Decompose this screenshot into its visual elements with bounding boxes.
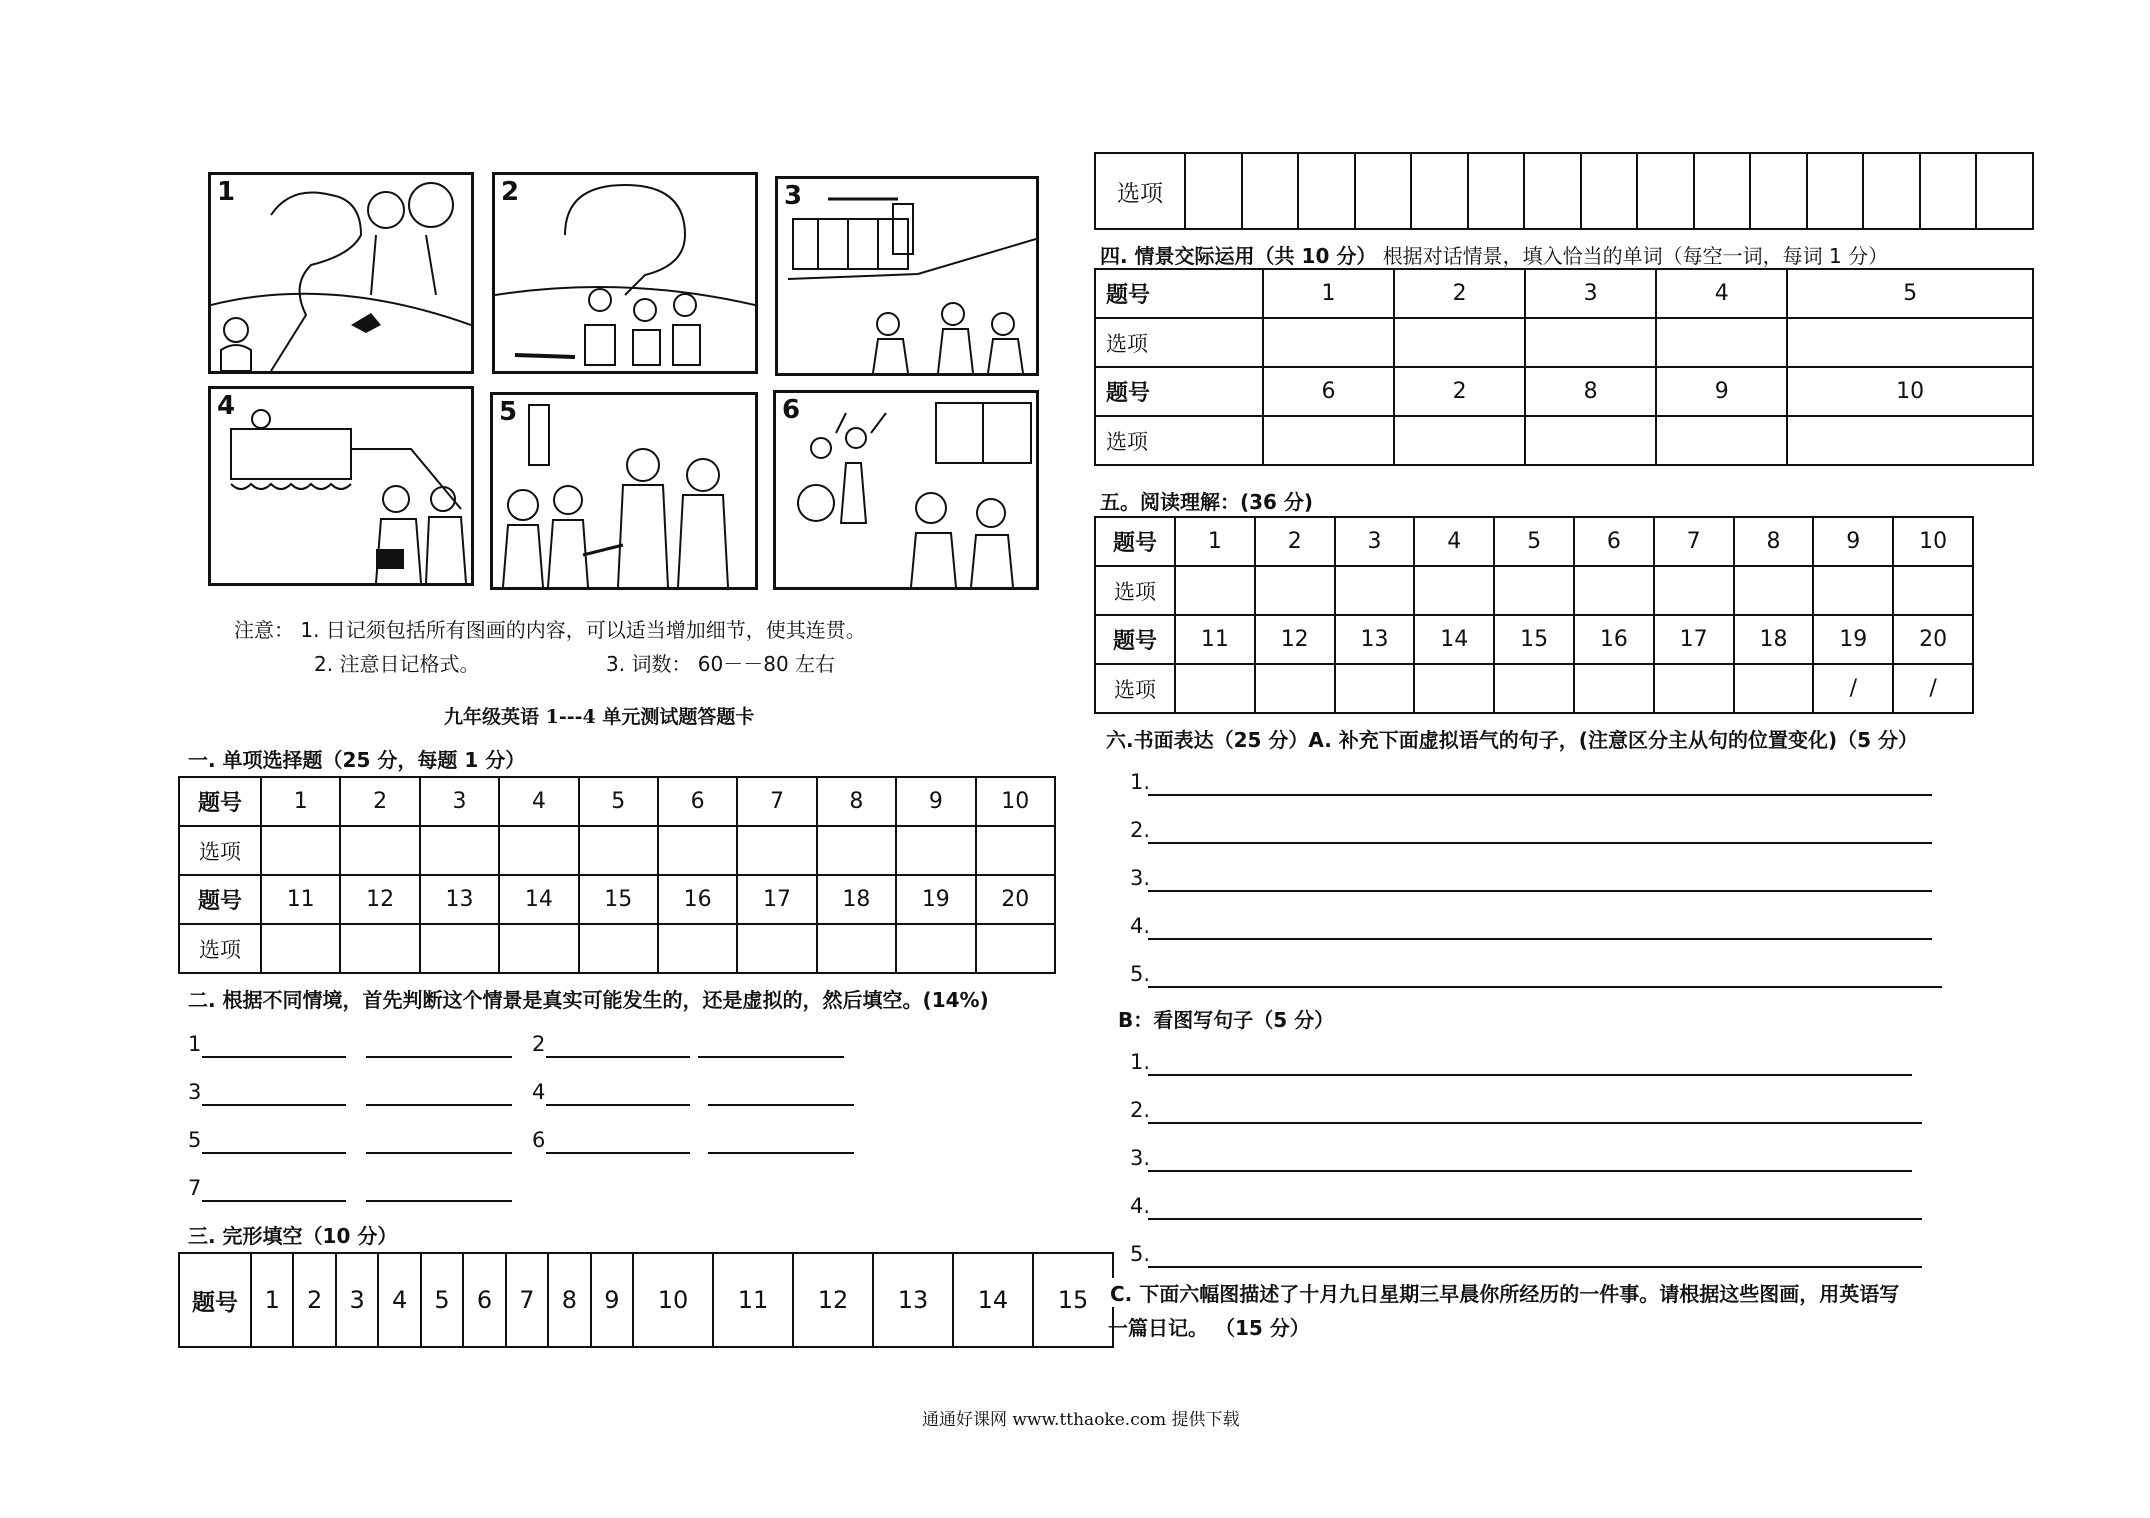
picture-panel-1: [208, 172, 474, 374]
section5-answer-table: [1094, 516, 1974, 714]
question-number: 6: [1574, 517, 1654, 566]
picture-panel-5: [490, 392, 758, 590]
question-number: 16: [658, 875, 737, 924]
answer-cell[interactable]: [261, 826, 340, 875]
question-number: 9: [896, 777, 975, 826]
question-number: 9: [591, 1253, 633, 1347]
row-label-number: 题号: [1095, 367, 1263, 416]
writing-line[interactable]: [1148, 842, 1932, 844]
answer-cell[interactable]: [1175, 664, 1255, 713]
panel-4-illustration: [211, 389, 471, 583]
question-number: 5: [1787, 269, 2033, 318]
question-number: 9: [1813, 517, 1893, 566]
blank-line[interactable]: [202, 1056, 346, 1058]
answer-cell[interactable]: [1787, 416, 2033, 465]
question-number: 12: [340, 875, 419, 924]
line-number: 3.: [1130, 866, 1151, 890]
row-label-option: 选项: [1095, 153, 1185, 229]
blank-line[interactable]: [366, 1152, 512, 1154]
question-number: 1: [261, 777, 340, 826]
row-label-number: 题号: [1095, 269, 1263, 318]
question-number: 13: [873, 1253, 953, 1347]
blank-number: 1: [188, 1032, 202, 1056]
answer-cell[interactable]: [1637, 153, 1694, 229]
table-row: [179, 875, 1055, 924]
blank-line[interactable]: [366, 1200, 512, 1202]
question-number: 6: [658, 777, 737, 826]
answer-cell[interactable]: [420, 826, 499, 875]
answer-cell[interactable]: [896, 924, 975, 973]
question-number: 13: [1335, 615, 1415, 664]
line-number: 5.: [1130, 1242, 1151, 1266]
question-number: 20: [976, 875, 1055, 924]
row-label-option: 选项: [1095, 566, 1175, 615]
note-line-1: 注意： 1. 日记须包括所有图画的内容，可以适当增加细节，使其连贯。: [234, 618, 866, 642]
answer-cell[interactable]: [1654, 566, 1734, 615]
question-number: 6: [463, 1253, 505, 1347]
question-number: 2: [1255, 517, 1335, 566]
question-number: 19: [896, 875, 975, 924]
answer-cell[interactable]: [1175, 566, 1255, 615]
table-row: [1095, 615, 1973, 664]
picture-panel-3: [775, 176, 1039, 376]
question-number: 8: [817, 777, 896, 826]
question-number: 20: [1893, 615, 1973, 664]
blank-line[interactable]: [202, 1200, 346, 1202]
question-number: 1: [251, 1253, 293, 1347]
writing-line[interactable]: [1148, 1074, 1912, 1076]
blank-number: 4: [532, 1080, 546, 1104]
answer-cell[interactable]: [658, 924, 737, 973]
table-row: [1095, 416, 2033, 465]
question-number: 3: [1525, 269, 1656, 318]
answer-cell[interactable]: [976, 924, 1055, 973]
answer-cell[interactable]: [817, 924, 896, 973]
answer-cell-slash[interactable]: /: [1893, 664, 1973, 713]
question-number: 6: [1263, 367, 1394, 416]
blank-line[interactable]: [202, 1152, 346, 1154]
answer-cell[interactable]: [1734, 664, 1814, 713]
question-number: 10: [1893, 517, 1973, 566]
answer-cell[interactable]: [1813, 566, 1893, 615]
question-number: 13: [420, 875, 499, 924]
note-line-2: 2. 注意日记格式。: [314, 652, 480, 676]
answer-cell[interactable]: [1394, 318, 1525, 367]
answer-cell[interactable]: [499, 924, 578, 973]
question-number: 4: [378, 1253, 420, 1347]
question-number: 15: [579, 875, 658, 924]
panel-3-illustration: [778, 179, 1036, 373]
section1-heading: 一. 单项选择题（25 分，每题 1 分）: [188, 748, 526, 772]
row-label-number: 题号: [179, 777, 261, 826]
answer-cell[interactable]: [1574, 566, 1654, 615]
question-number: 10: [1787, 367, 2033, 416]
section4-heading-line: [1100, 240, 1888, 269]
answer-cell[interactable]: [1787, 318, 2033, 367]
question-number: 11: [261, 875, 340, 924]
answer-cell[interactable]: [1654, 664, 1734, 713]
question-number: 3: [1335, 517, 1415, 566]
row-label-number: 题号: [179, 1253, 251, 1347]
answer-cell[interactable]: [1263, 416, 1394, 465]
question-number: 16: [1574, 615, 1654, 664]
panel-number: 4: [217, 391, 236, 421]
question-number: 12: [1255, 615, 1335, 664]
row-label-option: 选项: [1095, 318, 1263, 367]
writing-line[interactable]: [1148, 890, 1932, 892]
answer-cell[interactable]: [1335, 566, 1415, 615]
blank-number: 7: [188, 1176, 202, 1200]
answer-cell[interactable]: [817, 826, 896, 875]
answer-cell[interactable]: [896, 826, 975, 875]
blank-line[interactable]: [546, 1152, 690, 1154]
blank-number: 6: [532, 1128, 546, 1152]
question-number: 15: [1033, 1253, 1113, 1347]
question-number: 3: [336, 1253, 378, 1347]
picture-panel-4: [208, 386, 474, 586]
answer-cell[interactable]: [1581, 153, 1638, 229]
writing-line[interactable]: [1148, 794, 1932, 796]
question-number: 4: [1414, 517, 1494, 566]
panel-number: 2: [501, 177, 520, 207]
line-number: 1.: [1130, 770, 1151, 794]
blank-number: 5: [188, 1128, 202, 1152]
table-row: [1095, 153, 2033, 229]
answer-cell[interactable]: [1525, 416, 1656, 465]
panel-1-illustration: [211, 175, 471, 371]
panel-number: 1: [217, 177, 236, 207]
line-number: 3.: [1130, 1146, 1151, 1170]
question-number: 17: [1654, 615, 1734, 664]
section4-answer-table: [1094, 268, 2034, 466]
question-number: 3: [420, 777, 499, 826]
answer-cell[interactable]: [499, 826, 578, 875]
line-number: 2.: [1130, 1098, 1151, 1122]
question-number: 5: [421, 1253, 463, 1347]
question-number: 7: [737, 777, 816, 826]
section4-instruction: 根据对话情景，填入恰当的单词（每空一词，每词 1 分）: [1382, 244, 1889, 268]
question-number: 14: [953, 1253, 1033, 1347]
picture-panel-2: [492, 172, 758, 374]
picture-panel-6: [773, 390, 1039, 590]
panel-2-illustration: [495, 175, 755, 371]
answer-cell[interactable]: [1976, 153, 2033, 229]
question-number: 5: [579, 777, 658, 826]
part-c-line-2: 一篇日记。 （15 分）: [1108, 1316, 1310, 1340]
answer-cell[interactable]: [261, 924, 340, 973]
answer-cell[interactable]: [737, 924, 816, 973]
answer-cell-slash[interactable]: /: [1813, 664, 1893, 713]
writing-line[interactable]: [1148, 1122, 1922, 1124]
table-row: [1095, 269, 2033, 318]
question-number: 9: [1656, 367, 1787, 416]
answer-cell[interactable]: [1494, 566, 1574, 615]
answer-cell[interactable]: [1411, 153, 1468, 229]
question-number: 11: [713, 1253, 793, 1347]
writing-line[interactable]: [1148, 938, 1932, 940]
answer-cell[interactable]: [1263, 318, 1394, 367]
question-number: 8: [1525, 367, 1656, 416]
blank-line[interactable]: [708, 1104, 854, 1106]
footer-credit: 通通好课网 www.tthaoke.com 提供下载: [922, 1410, 1240, 1430]
table-row: [1095, 318, 2033, 367]
answer-cell[interactable]: [340, 924, 419, 973]
answer-cell[interactable]: [1255, 664, 1335, 713]
line-number: 4.: [1130, 914, 1151, 938]
row-label-number: 题号: [179, 875, 261, 924]
answer-cell[interactable]: [1893, 566, 1973, 615]
answer-cell[interactable]: [1414, 664, 1494, 713]
answer-cell[interactable]: [1298, 153, 1355, 229]
table-row: [1095, 664, 1973, 713]
table-row: [179, 1253, 1113, 1347]
line-number: 5.: [1130, 962, 1151, 986]
question-number: 4: [1656, 269, 1787, 318]
answer-cell[interactable]: [1920, 153, 1977, 229]
question-number: 4: [499, 777, 578, 826]
answer-cell[interactable]: [976, 826, 1055, 875]
answer-cell[interactable]: [1750, 153, 1807, 229]
part-c-line-1: C. 下面六幅图描述了十月九日星期三早晨你所经历的一件事。请根据这些图画，用英语写: [1110, 1278, 1899, 1307]
question-number: 5: [1494, 517, 1574, 566]
question-number: 10: [976, 777, 1055, 826]
answer-cell[interactable]: [1242, 153, 1299, 229]
answer-cell[interactable]: [737, 826, 816, 875]
writing-line[interactable]: [1148, 986, 1942, 988]
table-row: [179, 826, 1055, 875]
answer-cell[interactable]: [658, 826, 737, 875]
question-number: 7: [506, 1253, 548, 1347]
table-row: [1095, 517, 1973, 566]
question-number: 17: [737, 875, 816, 924]
table-row: [1095, 367, 2033, 416]
panel-number: 6: [782, 395, 801, 425]
answer-card-title: 九年级英语 1---4 单元测试题答题卡: [444, 706, 755, 728]
answer-cell[interactable]: [579, 924, 658, 973]
section3-heading: 三. 完形填空（10 分）: [188, 1224, 398, 1248]
panel-5-illustration: [493, 395, 755, 587]
line-number: 2.: [1130, 818, 1151, 842]
answer-cell[interactable]: [1807, 153, 1864, 229]
writing-line[interactable]: [1148, 1218, 1922, 1220]
answer-cell[interactable]: [1414, 566, 1494, 615]
part-b-heading: B：看图写句子（5 分）: [1118, 1008, 1335, 1032]
row-label-option: 选项: [1095, 416, 1263, 465]
panel-6-illustration: [776, 393, 1036, 587]
question-number: 1: [1263, 269, 1394, 318]
answer-cell[interactable]: [1574, 664, 1654, 713]
row-label-option: 选项: [179, 924, 261, 973]
answer-cell[interactable]: [420, 924, 499, 973]
answer-cell[interactable]: [1355, 153, 1412, 229]
section3-option-row: [1094, 152, 2034, 230]
row-label-option: 选项: [179, 826, 261, 875]
question-number: 18: [817, 875, 896, 924]
question-number: 2: [293, 1253, 335, 1347]
answer-cell[interactable]: [1335, 664, 1415, 713]
answer-cell[interactable]: [579, 826, 658, 875]
answer-cell[interactable]: [1494, 664, 1574, 713]
row-label-number: 题号: [1095, 517, 1175, 566]
writing-line[interactable]: [1148, 1266, 1922, 1268]
blank-line[interactable]: [546, 1056, 690, 1058]
blank-number: 2: [532, 1032, 546, 1056]
answer-cell[interactable]: [1468, 153, 1525, 229]
question-number: 19: [1813, 615, 1893, 664]
section1-answer-table: [178, 776, 1056, 974]
section3-answer-table: [178, 1252, 1114, 1348]
row-label-option: 选项: [1095, 664, 1175, 713]
question-number: 11: [1175, 615, 1255, 664]
question-number: 2: [340, 777, 419, 826]
note-line-3: 3. 词数： 60－－80 左右: [606, 652, 836, 676]
answer-cell[interactable]: [1734, 566, 1814, 615]
question-number: 18: [1734, 615, 1814, 664]
answer-cell[interactable]: [1524, 153, 1581, 229]
line-number: 4.: [1130, 1194, 1151, 1218]
blank-line[interactable]: [708, 1152, 854, 1154]
table-row: [1095, 566, 1973, 615]
row-label-number: 题号: [1095, 615, 1175, 664]
blank-line[interactable]: [546, 1104, 690, 1106]
question-number: 10: [633, 1253, 713, 1347]
panel-number: 3: [784, 181, 803, 211]
answer-cell[interactable]: [1525, 318, 1656, 367]
question-number: 8: [548, 1253, 590, 1347]
blank-number: 3: [188, 1080, 202, 1104]
question-number: 14: [499, 875, 578, 924]
answer-cell[interactable]: [1694, 153, 1751, 229]
answer-cell[interactable]: [340, 826, 419, 875]
blank-line[interactable]: [698, 1056, 844, 1058]
answer-cell[interactable]: [1255, 566, 1335, 615]
section5-heading: 五。阅读理解：(36 分): [1100, 490, 1314, 514]
blank-line[interactable]: [366, 1104, 512, 1106]
line-number: 1.: [1130, 1050, 1151, 1074]
question-number: 7: [1654, 517, 1734, 566]
answer-cell[interactable]: [1656, 318, 1787, 367]
writing-line[interactable]: [1148, 1170, 1912, 1172]
question-number: 2: [1394, 269, 1525, 318]
blank-line[interactable]: [366, 1056, 512, 1058]
section2-heading: 二. 根据不同情境，首先判断这个情景是真实可能发生的，还是虚拟的，然后填空。(14%): [188, 988, 989, 1012]
answer-cell[interactable]: [1185, 153, 1242, 229]
question-number: 15: [1494, 615, 1574, 664]
question-number: 14: [1414, 615, 1494, 664]
answer-cell[interactable]: [1394, 416, 1525, 465]
table-row: [179, 924, 1055, 973]
panel-number: 5: [499, 397, 518, 427]
section4-heading: 四. 情景交际运用（共 10 分）: [1100, 244, 1377, 268]
question-number: 12: [793, 1253, 873, 1347]
blank-line[interactable]: [202, 1104, 346, 1106]
answer-cell[interactable]: [1656, 416, 1787, 465]
question-number: 1: [1175, 517, 1255, 566]
answer-cell[interactable]: [1863, 153, 1920, 229]
table-row: [179, 777, 1055, 826]
section6-heading: 六.书面表达（25 分）A. 补充下面虚拟语气的句子，(注意区分主从句的位置变化)（5 分）: [1106, 728, 1918, 752]
question-number: 8: [1734, 517, 1814, 566]
question-number: 2: [1394, 367, 1525, 416]
